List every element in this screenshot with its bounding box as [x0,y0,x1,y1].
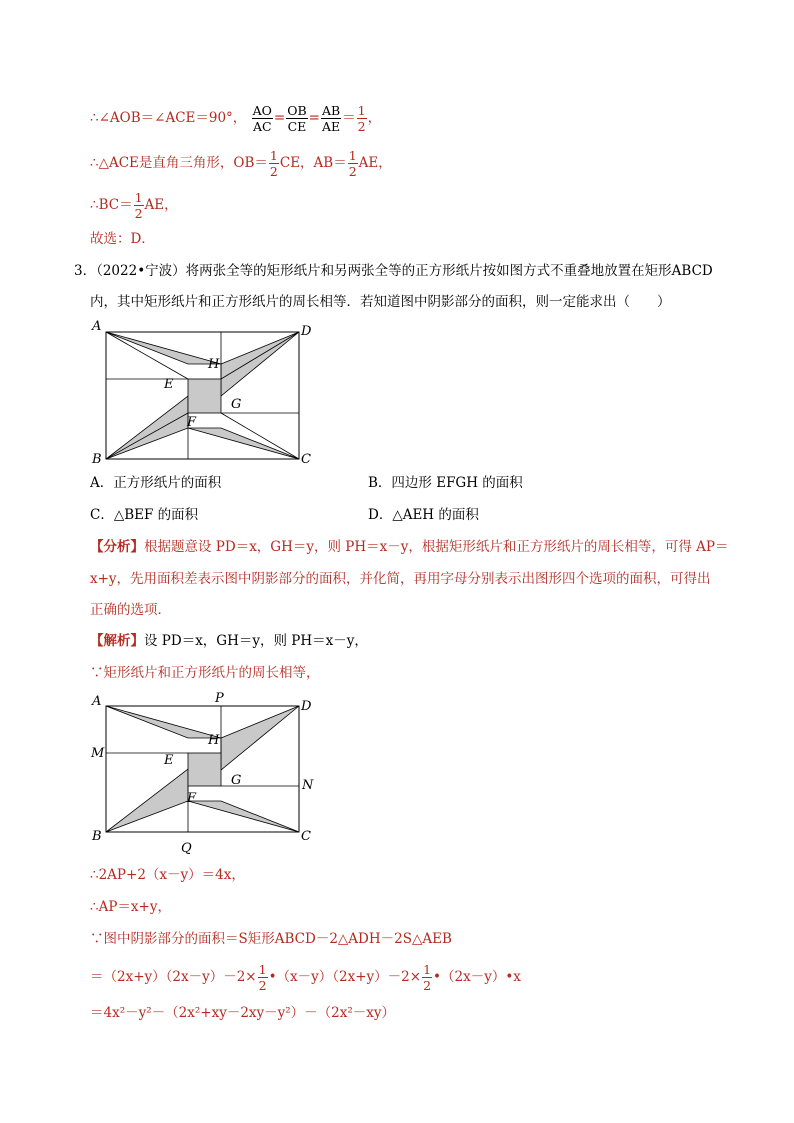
denominator: 2 [423,978,432,993]
label-h2: H [208,733,220,748]
numerator: 1 [348,148,357,163]
denominator: CE [287,119,307,134]
fraction [134,190,144,221]
step-text: AE， [144,197,178,213]
option-c[interactable]: C．△BEF 的面积 [90,507,199,523]
label-g: G [231,397,242,412]
fraction [269,148,279,179]
solution-step-bc [90,190,178,221]
solution-tag: 【解析】 [90,633,144,649]
label-h: H [208,357,220,372]
numerator: 1 [357,103,366,118]
step-text: AE， [358,155,392,171]
denominator: AE [321,119,341,134]
denominator: 2 [258,978,267,993]
fraction [286,103,307,134]
fraction [252,103,273,134]
label-e2: E [164,753,174,768]
denominator: 2 [134,206,143,221]
label-a2: A [92,694,102,709]
fraction [357,103,367,134]
analysis-tag: 【分析】 [90,539,144,555]
label-a: A [92,319,102,334]
equation-text: •（x－y）（2x+y）－2× [268,969,422,985]
numerator: AO [252,103,272,118]
numerator: AB [321,103,341,118]
label-n: N [302,778,314,793]
question-line-1: 3．（2022•宁波）将两张全等的矩形纸片和另两张全等的正方形纸片按如图方式不重叠地放置在矩形ABCD [74,263,713,279]
figure-2 [88,688,328,856]
label-g2: G [231,773,242,788]
fraction [258,962,268,993]
equation-5: ＝4x²－y²－（2x²+xy－2xy－y²）－（2x²－xy） [90,1005,396,1021]
label-m: M [91,746,105,761]
equation-2: ∴AP＝x+y， [90,899,171,915]
label-b: B [92,452,102,467]
label-f2: F [187,791,197,806]
analysis-text: 根据题意设 PD＝x，GH＝y，则 PH＝x－y，根据矩形纸片和正方形纸片的周长相等，可得 AP＝ [144,539,729,555]
label-d: D [301,324,312,339]
label-c2: C [301,829,311,844]
denominator: 2 [348,164,357,179]
analysis-line-3: 正确的选项． [90,602,171,618]
solution-step-right-triangle [90,148,392,179]
label-c: C [301,452,311,467]
analysis-line-1 [90,538,729,556]
numerator: 1 [269,148,278,163]
label-f: F [187,415,197,430]
denominator: AC [252,119,272,134]
label-d2: D [301,699,312,714]
fraction [321,103,341,134]
numerator: OB [287,103,307,118]
label-b2: B [92,829,102,844]
solution-line-1 [90,632,368,650]
numerator: 1 [134,190,143,205]
equation-text: ＝（2x+y）（2x－y）－2× [90,969,257,985]
figure-1 [88,318,328,468]
equation-3: ∵图中阴影部分的面积＝S矩形ABCD－2△ADH－2S△AEB [90,931,452,947]
question-line-2: 内，其中矩形纸片和正方形纸片的周长相等．若知道图中阴影部分的面积，则一定能求出（ ） [90,294,671,310]
option-a[interactable]: A．正方形纸片的面积 [90,475,222,491]
numerator: 1 [258,962,267,977]
analysis-line-2: x+y，先用面积差表示图中阴影部分的面积，并化简，再用字母分别表示出图形四个选项的面积，可得出 [90,571,711,587]
equation-1: ∴2AP+2（x－y）＝4x， [90,867,245,883]
option-b[interactable]: B．四边形 EFGH 的面积 [368,475,523,491]
step-text: ∴△ACE是直角三角形，OB＝ [90,155,268,171]
solution-line-2: ∵矩形纸片和正方形纸片的周长相等， [90,665,320,681]
label-e: E [164,377,174,392]
option-d[interactable]: D．△AEH 的面积 [368,507,479,523]
step-text: ∴BC＝ [90,197,133,213]
answer-choice: 故选：D． [90,231,155,247]
solution-step-angle: ∴∠AOB＝∠ACE＝90°， $\frac{AO}{AC}$ = $\frac{OB}{CE}$ = $\frac{AB}{AE}$ ＝ $\frac{1}{2}$ ， [90,103,382,134]
numerator: 1 [423,962,432,977]
denominator: 2 [269,164,278,179]
fraction [422,962,432,993]
label-p: P [215,691,224,706]
fraction [348,148,358,179]
equation-text: •（2x－y）•x [433,969,521,985]
step-text: ∴∠AOB＝∠ACE＝90°， [90,110,247,126]
denominator: 2 [357,119,366,134]
label-q: Q [181,841,192,856]
step-text: CE，AB＝ [279,155,347,171]
equation-4 [90,962,521,993]
solution-text: 设 PD＝x，GH＝y，则 PH＝x－y， [144,633,368,649]
